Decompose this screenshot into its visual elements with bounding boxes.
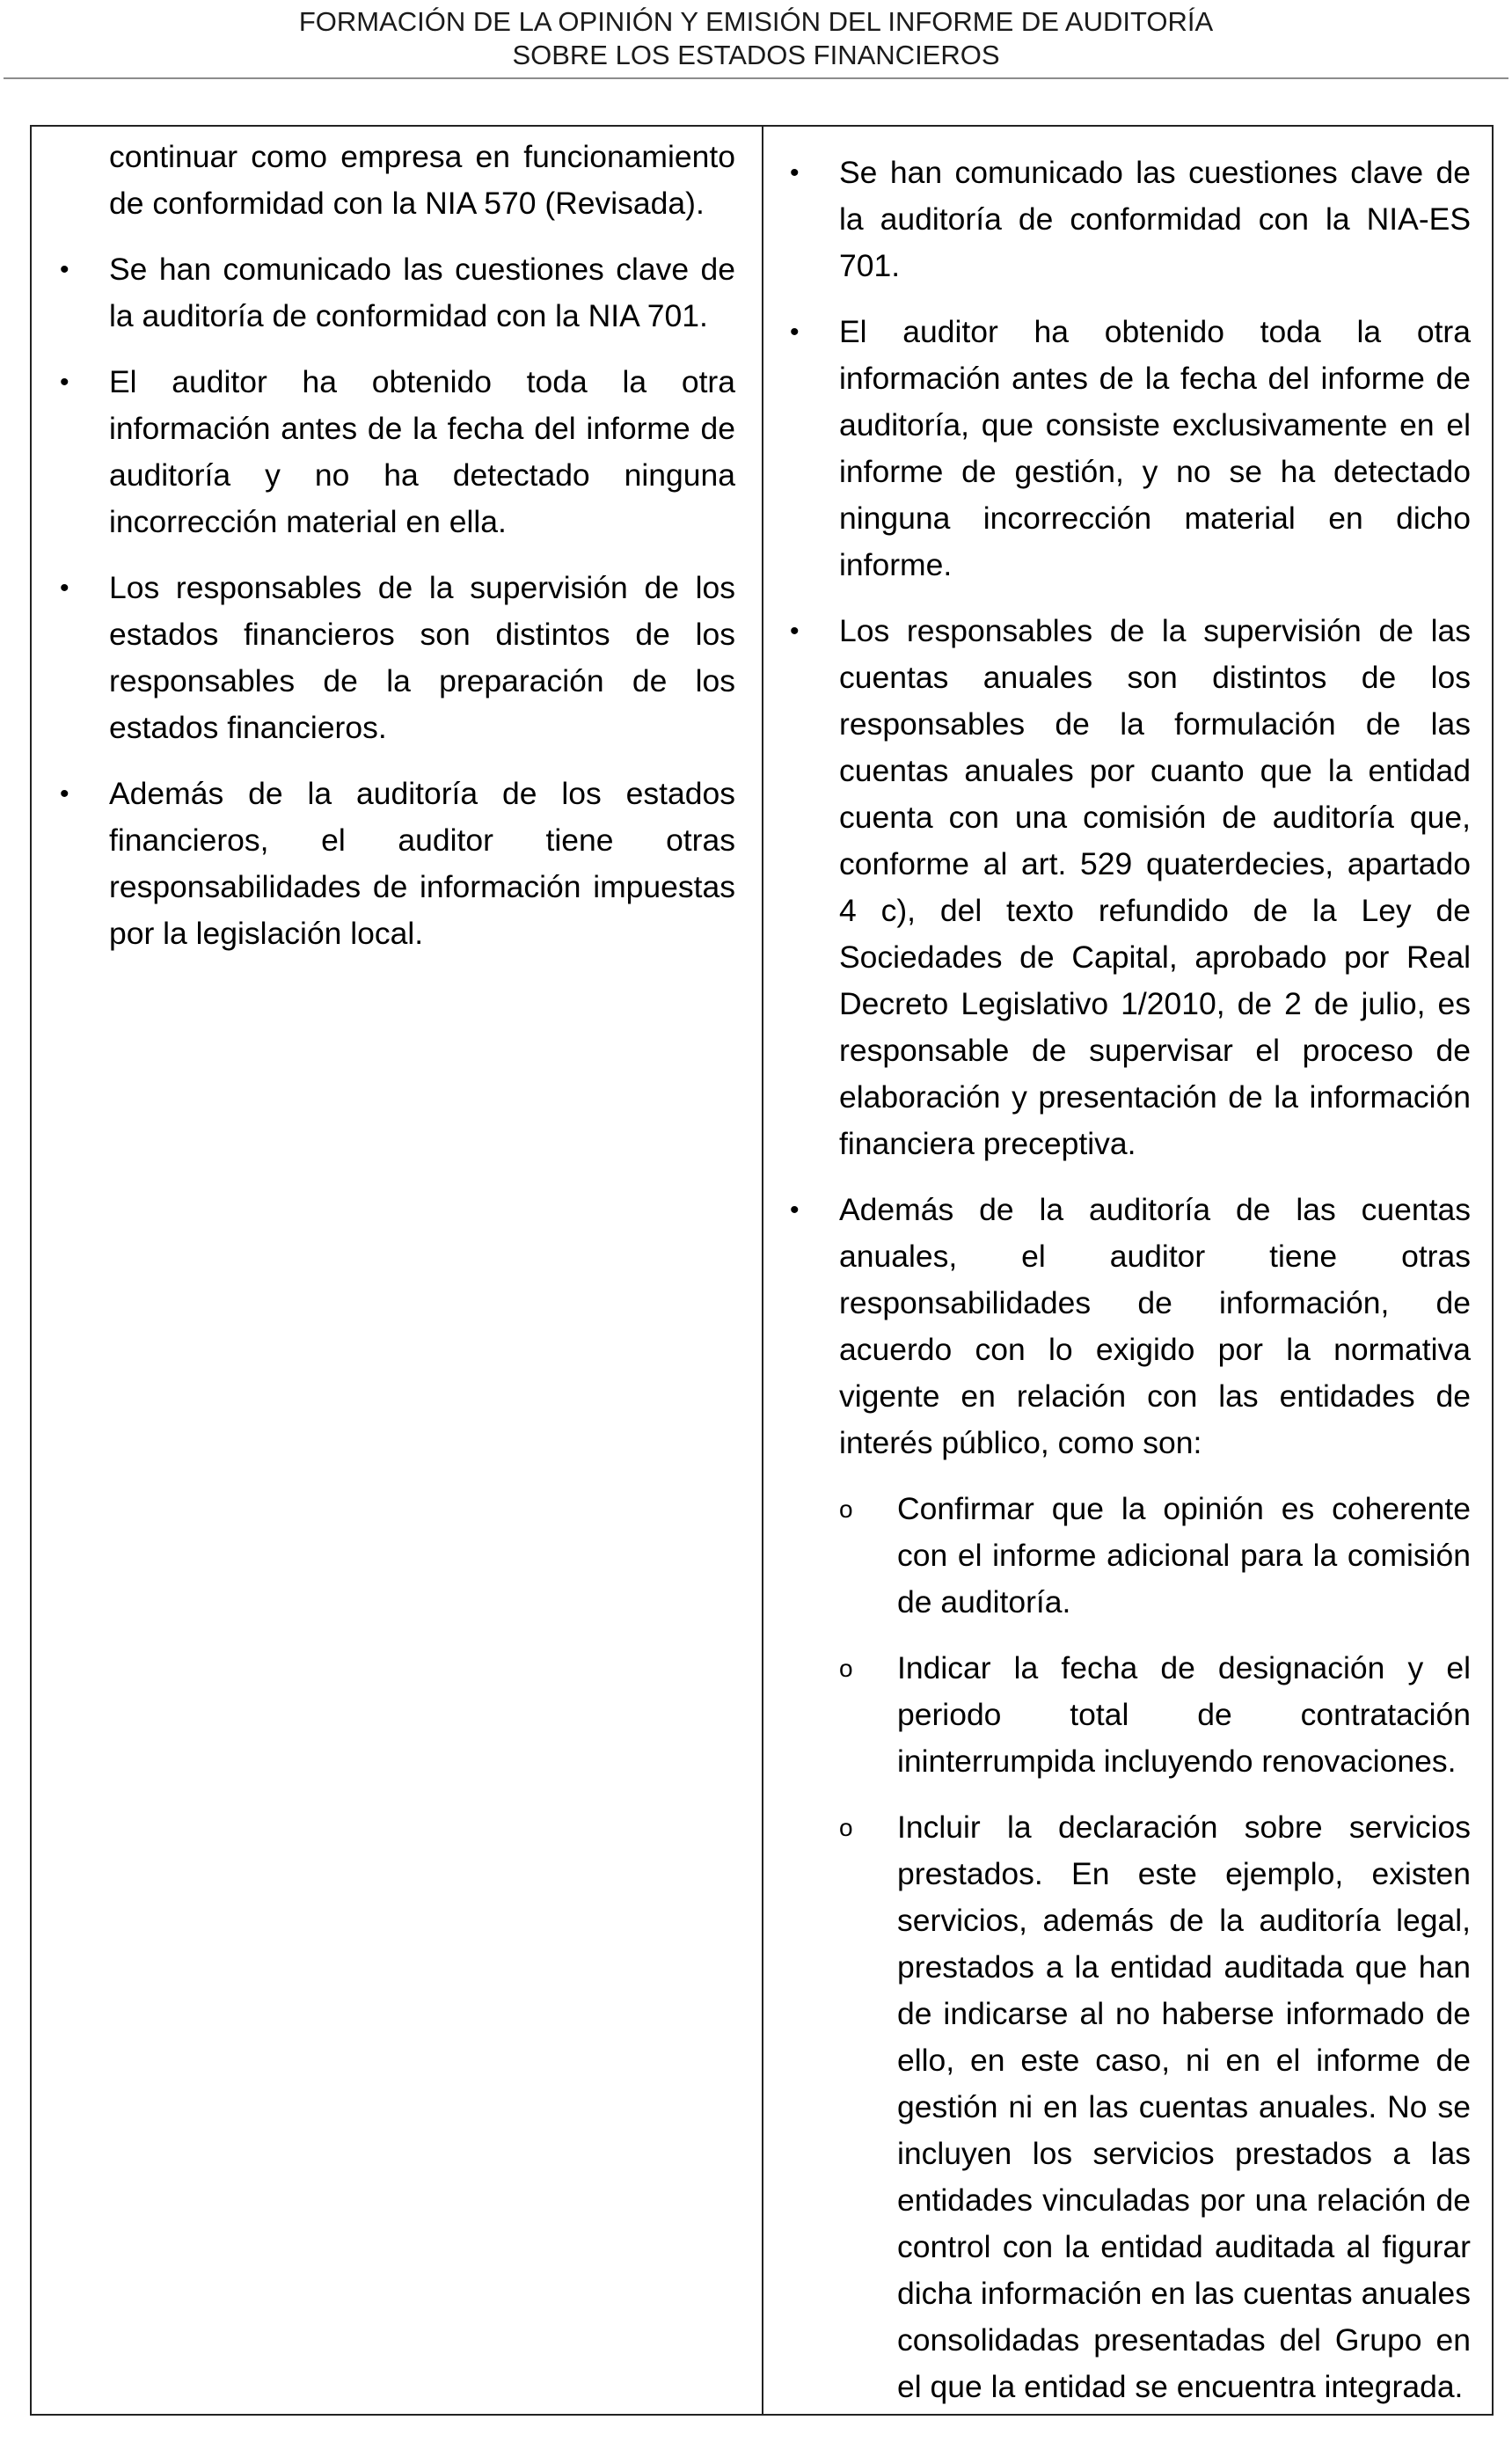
right-bullet-text: Además de la auditoría de las cuentas anuales, el auditor tiene otras responsabilidades de información, de acuerdo con lo exigido por la normativa vigente en relación con las entidades de interés público, como son: — [839, 1192, 1471, 1460]
left-continuation-text: continuar como empresa en funcionamiento de conformidad con la NIA 570 (Revisada). — [109, 139, 735, 221]
bullet-icon: • — [60, 779, 69, 808]
left-bullet-item — [58, 359, 735, 545]
bullet-icon: • — [790, 158, 800, 187]
bullet-icon: • — [60, 574, 69, 603]
bullet-icon: • — [790, 1195, 800, 1225]
right-subbullet-item — [788, 1804, 1471, 2410]
left-bullet-text: Además de la auditoría de los estados financieros, el auditor tiene otras responsabilidades de información impuestas por la legislación local. — [109, 776, 735, 951]
left-bullet-text: Los responsables de la supervisión de los estados financieros son distintos de los responsables de la preparación de los estados financieros. — [109, 570, 735, 745]
bullet-icon: • — [60, 368, 69, 397]
right-subbullet-item — [788, 1486, 1471, 1626]
header-rule — [4, 77, 1508, 79]
right-subbullet-text: Confirmar que la opinión es coherente con el informe adicional para la comisión de auditoría. — [897, 1491, 1471, 1619]
left-bullet-item — [58, 771, 735, 957]
right-column — [788, 150, 1471, 2430]
bullet-icon: • — [60, 255, 69, 284]
circle-bullet-icon: o — [839, 1655, 853, 1682]
left-bullet-item — [58, 246, 735, 340]
right-subbullet-item — [788, 1645, 1471, 1785]
page-header — [0, 5, 1512, 72]
left-column — [58, 134, 735, 976]
left-bullet-text: Se han comunicado las cuestiones clave de la auditoría de conformidad con la NIA 701. — [109, 252, 735, 333]
right-subbullet-text: Incluir la declaración sobre servicios prestados. En este ejemplo, existen servicios, además de la auditoría legal, prestados a la entidad auditada que han de indicarse al no haberse informado de ello, en este caso, ni en el informe de gestión ni en las cuentas anuales. No se incluyen los servicios prestados a las entidades vinculadas por una relación de control con la entidad auditada al figurar dicha información en las cuentas anuales consolidadas presentadas del Grupo en el que la entidad se encuentra integrada. — [897, 1810, 1471, 2404]
circle-bullet-icon: o — [839, 1814, 853, 1841]
bullet-icon: • — [790, 318, 800, 347]
right-bullet-item — [788, 1187, 1471, 1466]
bullet-icon: • — [790, 617, 800, 646]
column-divider — [762, 127, 763, 2414]
right-subbullet-text: Indicar la fecha de designación y el periodo total de contratación ininterrumpida incluyendo renovaciones. — [897, 1650, 1471, 1779]
circle-bullet-icon: o — [839, 1495, 853, 1523]
comparison-table — [30, 125, 1494, 2416]
right-bullet-text: Se han comunicado las cuestiones clave de la auditoría de conformidad con la NIA-ES 701. — [839, 155, 1471, 283]
right-bullet-item — [788, 608, 1471, 1167]
right-bullet-item — [788, 150, 1471, 289]
right-bullet-text: Los responsables de la supervisión de las cuentas anuales son distintos de los responsables de la formulación de las cuentas anuales por cuanto que la entidad cuenta con una comisión de auditoría que, conforme al art. 529 quaterdecies, apartado 4 c), del texto refundido de la Ley de Sociedades de Capital, aprobado por Real Decreto Legislativo 1/2010, de 2 de julio, es responsable de supervisar el proceso de elaboración y presentación de la información financiera preceptiva. — [839, 613, 1471, 1161]
right-bullet-text: El auditor ha obtenido toda la otra información antes de la fecha del informe de auditoría, que consiste exclusivamente en el informe de gestión, y no se ha detectado ninguna incorrección material en dicho informe. — [839, 314, 1471, 582]
right-bullet-item — [788, 309, 1471, 589]
header-line-1: FORMACIÓN DE LA OPINIÓN Y EMISIÓN DEL INFORME DE AUDITORÍA — [298, 6, 1214, 37]
left-bullet-text: El auditor ha obtenido toda la otra información antes de la fecha del informe de auditoría y no ha detectado ninguna incorrección material en ella. — [109, 364, 735, 539]
header-line-2: SOBRE LOS ESTADOS FINANCIEROS — [512, 40, 1000, 70]
left-bullet-item — [58, 565, 735, 751]
